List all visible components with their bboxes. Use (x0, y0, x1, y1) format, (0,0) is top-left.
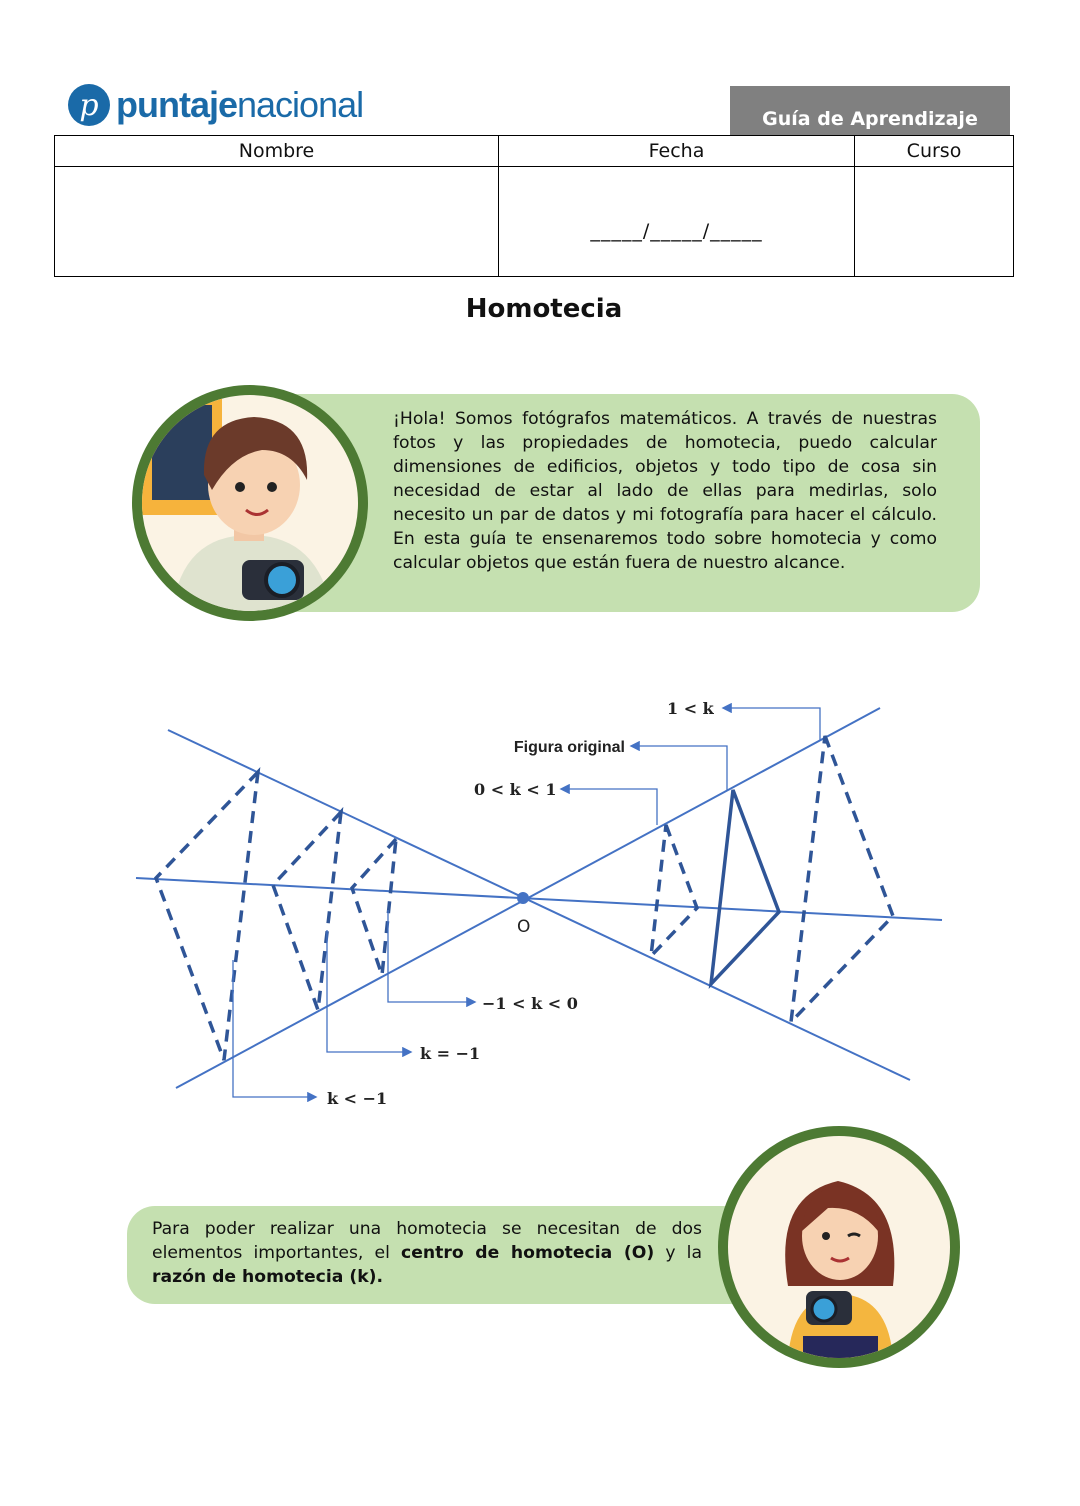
center-point (517, 892, 529, 904)
label-k-gt-1: 1 < k (667, 699, 714, 718)
label-k-lt-m1: k < −1 (327, 1089, 388, 1108)
figure-k-gt-1 (791, 736, 893, 1022)
intro-text: ¡Hola! Somos fotógrafos matemáticos. A través de nuestras fotos y las propiedades de homotecia, puedo calcular dimensiones de edificios, objetos y todo tipo de cosa sin necesidad de estar al lado de ellas para medirlas, solo necesito un par de datos y mi fotografía para hacer el cálculo. En esta guía te ensenaremos todo sobre homotecia y como calcular objetos que están fuera de nuestro alcance. (393, 409, 937, 573)
center-term: centro de homotecia (O) (401, 1243, 655, 1263)
logo-mark-icon: p (68, 84, 110, 126)
ratio-term: razón de homotecia (k). (152, 1267, 384, 1287)
figure-k-0-1 (651, 825, 697, 956)
label-original: Figura original (513, 739, 625, 756)
figure-k-m1-0 (352, 839, 396, 975)
label-k-eq-m1: k = −1 (420, 1044, 481, 1063)
logo-text-bold: puntaje (116, 84, 238, 125)
ray-line-3 (136, 878, 942, 920)
guide-label: Guía de Aprendizaje (730, 86, 1010, 136)
original-figure (711, 790, 779, 984)
figure-k-eq-m1 (273, 812, 341, 1010)
page-title: Homotecia (465, 294, 623, 324)
girl-photographer-avatar (718, 1126, 960, 1368)
date-field[interactable]: _____/_____/_____ (499, 167, 855, 277)
logo-text-light: nacional (237, 84, 364, 125)
label-k-0-1: 0 < k < 1 (474, 780, 557, 799)
label-k-m1-0: −1 < k < 0 (482, 994, 578, 1013)
center-label: O (517, 917, 531, 937)
date-header: Fecha (499, 136, 855, 167)
closing-text: Para poder realizar una homotecia se necesitan de dos elementos importantes, el centro de homotecia (O) y la razón de homotecia (k). (152, 1219, 702, 1287)
figure-k-lt-m1 (156, 772, 258, 1060)
name-header: Nombre (55, 136, 499, 167)
course-header: Curso (855, 136, 1014, 167)
